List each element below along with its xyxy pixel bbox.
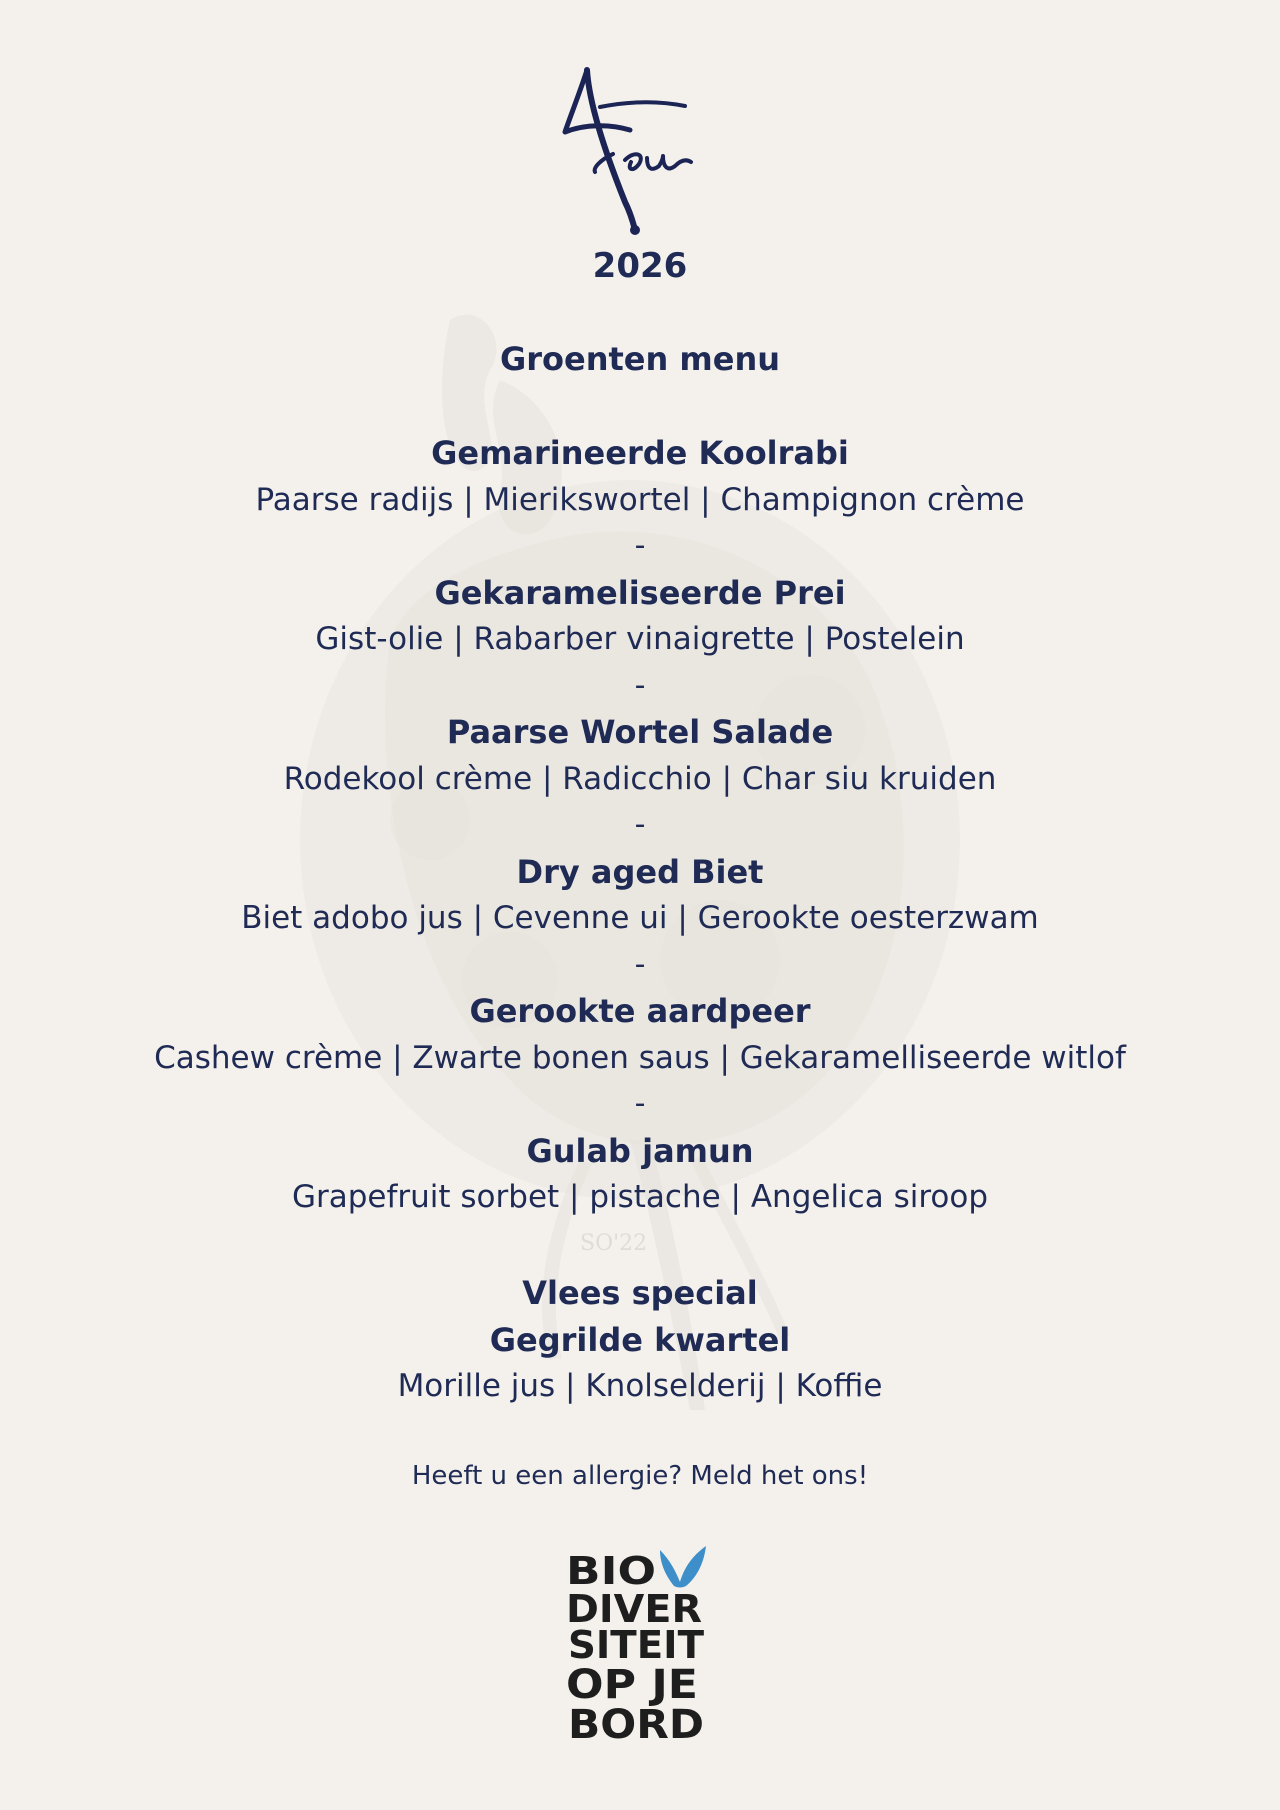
special-title: Vlees special xyxy=(522,1274,758,1312)
logo-line: OP JE xyxy=(566,1662,698,1708)
course-item xyxy=(0,570,1280,663)
course-item xyxy=(0,1128,1280,1221)
menu-title: Groenten menu xyxy=(499,340,781,378)
logo-line: DIVER xyxy=(566,1587,702,1631)
menu-year: 2026 xyxy=(592,246,688,286)
course-description: Gist-olie | Rabarber vinaigrette | Postelein xyxy=(315,621,965,657)
special-section xyxy=(0,1270,1280,1410)
allergy-note: Heeft u een allergie? Meld het ons! xyxy=(411,1461,869,1491)
course-name: Gekarameliseerde Prei xyxy=(434,573,846,612)
course-description: Biet adobo jus | Cevenne ui | Gerookte oesterzwam xyxy=(241,900,1039,936)
course-list xyxy=(0,430,1280,1221)
course-name: Gerookte aardpeer xyxy=(469,992,811,1030)
course-name: Gemarineerde Koolrabi xyxy=(431,434,849,472)
logo-line: BORD xyxy=(568,1702,704,1748)
signature-logo xyxy=(555,62,715,237)
course-item xyxy=(0,709,1280,802)
course-name: Gulab jamun xyxy=(526,1131,754,1170)
course-name: Dry aged Biet xyxy=(516,852,764,891)
course-description: Paarse radijs | Mierikswortel | Champignon crème xyxy=(255,481,1025,518)
course-separator: - xyxy=(634,1086,646,1121)
special-name: Gegrilde kwartel xyxy=(489,1320,791,1359)
background-signature: SO'22 xyxy=(580,1231,648,1256)
course-description: Grapefruit sorbet | pistache | Angelica siroop xyxy=(291,1179,989,1215)
course-item xyxy=(0,430,1280,523)
course-description: Cashew crème | Zwarte bonen saus | Gekaramelliseerde witlof xyxy=(154,1039,1126,1076)
course-separator: - xyxy=(634,667,646,703)
logo-line: SITEIT xyxy=(568,1623,705,1667)
course-separator: - xyxy=(634,946,646,982)
course-name: Paarse Wortel Salade xyxy=(446,713,834,751)
logo-line: BIO xyxy=(566,1549,656,1593)
course-separator: - xyxy=(634,528,646,563)
course-separator: - xyxy=(634,807,646,842)
course-item xyxy=(0,849,1280,942)
butterfly-icon xyxy=(660,1546,706,1588)
course-description: Rodekool crème | Radicchio | Char siu kruiden xyxy=(283,760,997,797)
course-item xyxy=(0,988,1280,1081)
special-description: Morille jus | Knolselderij | Koffie xyxy=(397,1368,883,1404)
biodiversiteit-logo xyxy=(560,1542,720,1762)
